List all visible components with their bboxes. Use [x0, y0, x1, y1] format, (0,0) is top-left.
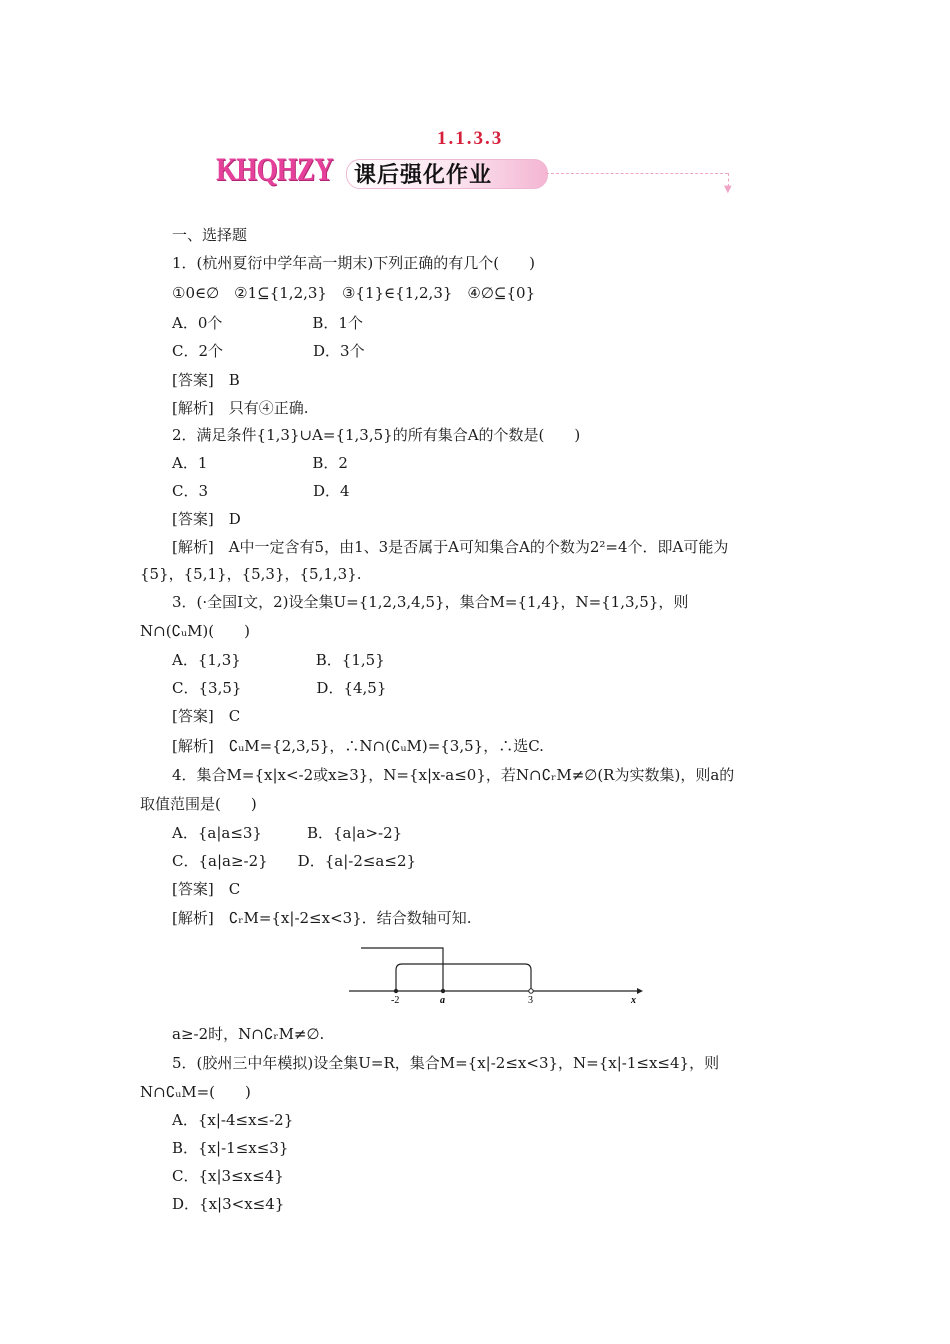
- number-line-figure: [345, 940, 645, 1008]
- question-3-answer: [答案] C: [172, 707, 241, 725]
- tick-label-minus-2: -2: [391, 995, 400, 1006]
- question-4-answer: [答案] C: [172, 880, 241, 898]
- complement-m-bracket: [396, 964, 531, 991]
- question-5: 5．(胶州三中年模拟)设全集U=R，集合M={x|-2≤x<3}，N={x|-1≤x≤4}，则: [172, 1054, 720, 1072]
- question-4-conclusion: a≥-2时，N∩∁ᵣM≠∅.: [172, 1025, 325, 1043]
- tick-label-3: 3: [528, 995, 533, 1006]
- axis-arrow-icon: [637, 988, 643, 994]
- question-4-options-cd: C．{a|a≥-2} D．{a|-2≤a≤2}: [172, 852, 417, 870]
- question-2-options-cd: C．3 D．4: [172, 482, 350, 500]
- question-3: 3．(·全国Ⅰ文，2)设全集U={1,2,3,4,5}，集合M={1,4}，N={1,3,5}，则: [172, 593, 689, 611]
- question-3-options-cd: C．{3,5} D．{4,5}: [172, 679, 387, 697]
- banner-title: 课后强化作业: [354, 163, 493, 188]
- question-1-options-cd: C．2个 D．3个: [172, 342, 365, 360]
- question-3-options-ab: A．{1,3} B．{1,5}: [172, 651, 385, 669]
- tick-label-a: a: [440, 995, 445, 1006]
- arrow-down-icon: ▼: [724, 184, 732, 195]
- banner-dashed-line: [546, 173, 728, 174]
- set-n-bracket: [361, 948, 443, 991]
- question-1-options-ab: A．0个 B．1个: [172, 314, 363, 332]
- question-2-answer: [答案] D: [172, 510, 241, 528]
- question-5-cont: N∩∁ᵤM=( ): [140, 1083, 251, 1101]
- question-1: 1．(杭州夏衍中学年高一期末)下列正确的有几个( ): [172, 254, 535, 272]
- question-1-statements: ①0∈∅ ②1⊆{1,2,3} ③{1}∈{1,2,3} ④∅⊆{0}: [172, 284, 536, 302]
- question-2-analysis: [解析] A中一定含有5，由1、3是否属于A可知集合A的个数为2²=4个．即A可能为: [172, 538, 729, 556]
- question-3-cont: N∩(∁ᵤM)( ): [140, 622, 250, 640]
- section-number: 1.1.3.3: [437, 128, 504, 149]
- question-2-analysis-cont: {5}，{5,1}，{5,3}，{5,1,3}.: [140, 565, 362, 583]
- question-3-analysis: [解析] ∁ᵤM={2,3,5}，∴N∩(∁ᵤM)={3,5}，∴选C.: [172, 737, 544, 755]
- question-5-option-b: B．{x|-1≤x≤3}: [172, 1139, 289, 1157]
- tick-label-x: x: [631, 995, 636, 1006]
- question-5-option-c: C．{x|3≤x≤4}: [172, 1167, 284, 1185]
- question-2: 2．满足条件{1,3}∪A={1,3,5}的所有集合A的个数是( ): [172, 426, 581, 444]
- point-3-open: [529, 989, 533, 993]
- point-a: [441, 989, 445, 993]
- question-1-answer: [答案] B: [172, 371, 240, 389]
- homework-banner: [216, 152, 736, 196]
- question-4-cont: 取值范围是( ): [140, 795, 257, 813]
- question-5-option-d: D．{x|3<x≤4}: [172, 1195, 285, 1213]
- section-heading: 一、选择题: [172, 226, 248, 244]
- question-5-option-a: A．{x|-4≤x≤-2}: [172, 1111, 294, 1129]
- question-2-options-ab: A．1 B．2: [172, 454, 348, 472]
- question-4: 4．集合M={x|x<-2或x≥3}，N={x|x-a≤0}，若N∩∁ᵣM≠∅(R为实数集)，则a的: [172, 766, 735, 784]
- banner-logo: KHQHZY: [216, 152, 333, 188]
- point-minus-2: [394, 989, 398, 993]
- question-4-options-ab: A．{a|a≤3} B．{a|a>-2}: [172, 824, 403, 842]
- question-4-analysis: [解析] ∁ᵣM={x|-2≤x<3}．结合数轴可知.: [172, 909, 472, 927]
- question-1-analysis: [解析] 只有④正确.: [172, 399, 309, 417]
